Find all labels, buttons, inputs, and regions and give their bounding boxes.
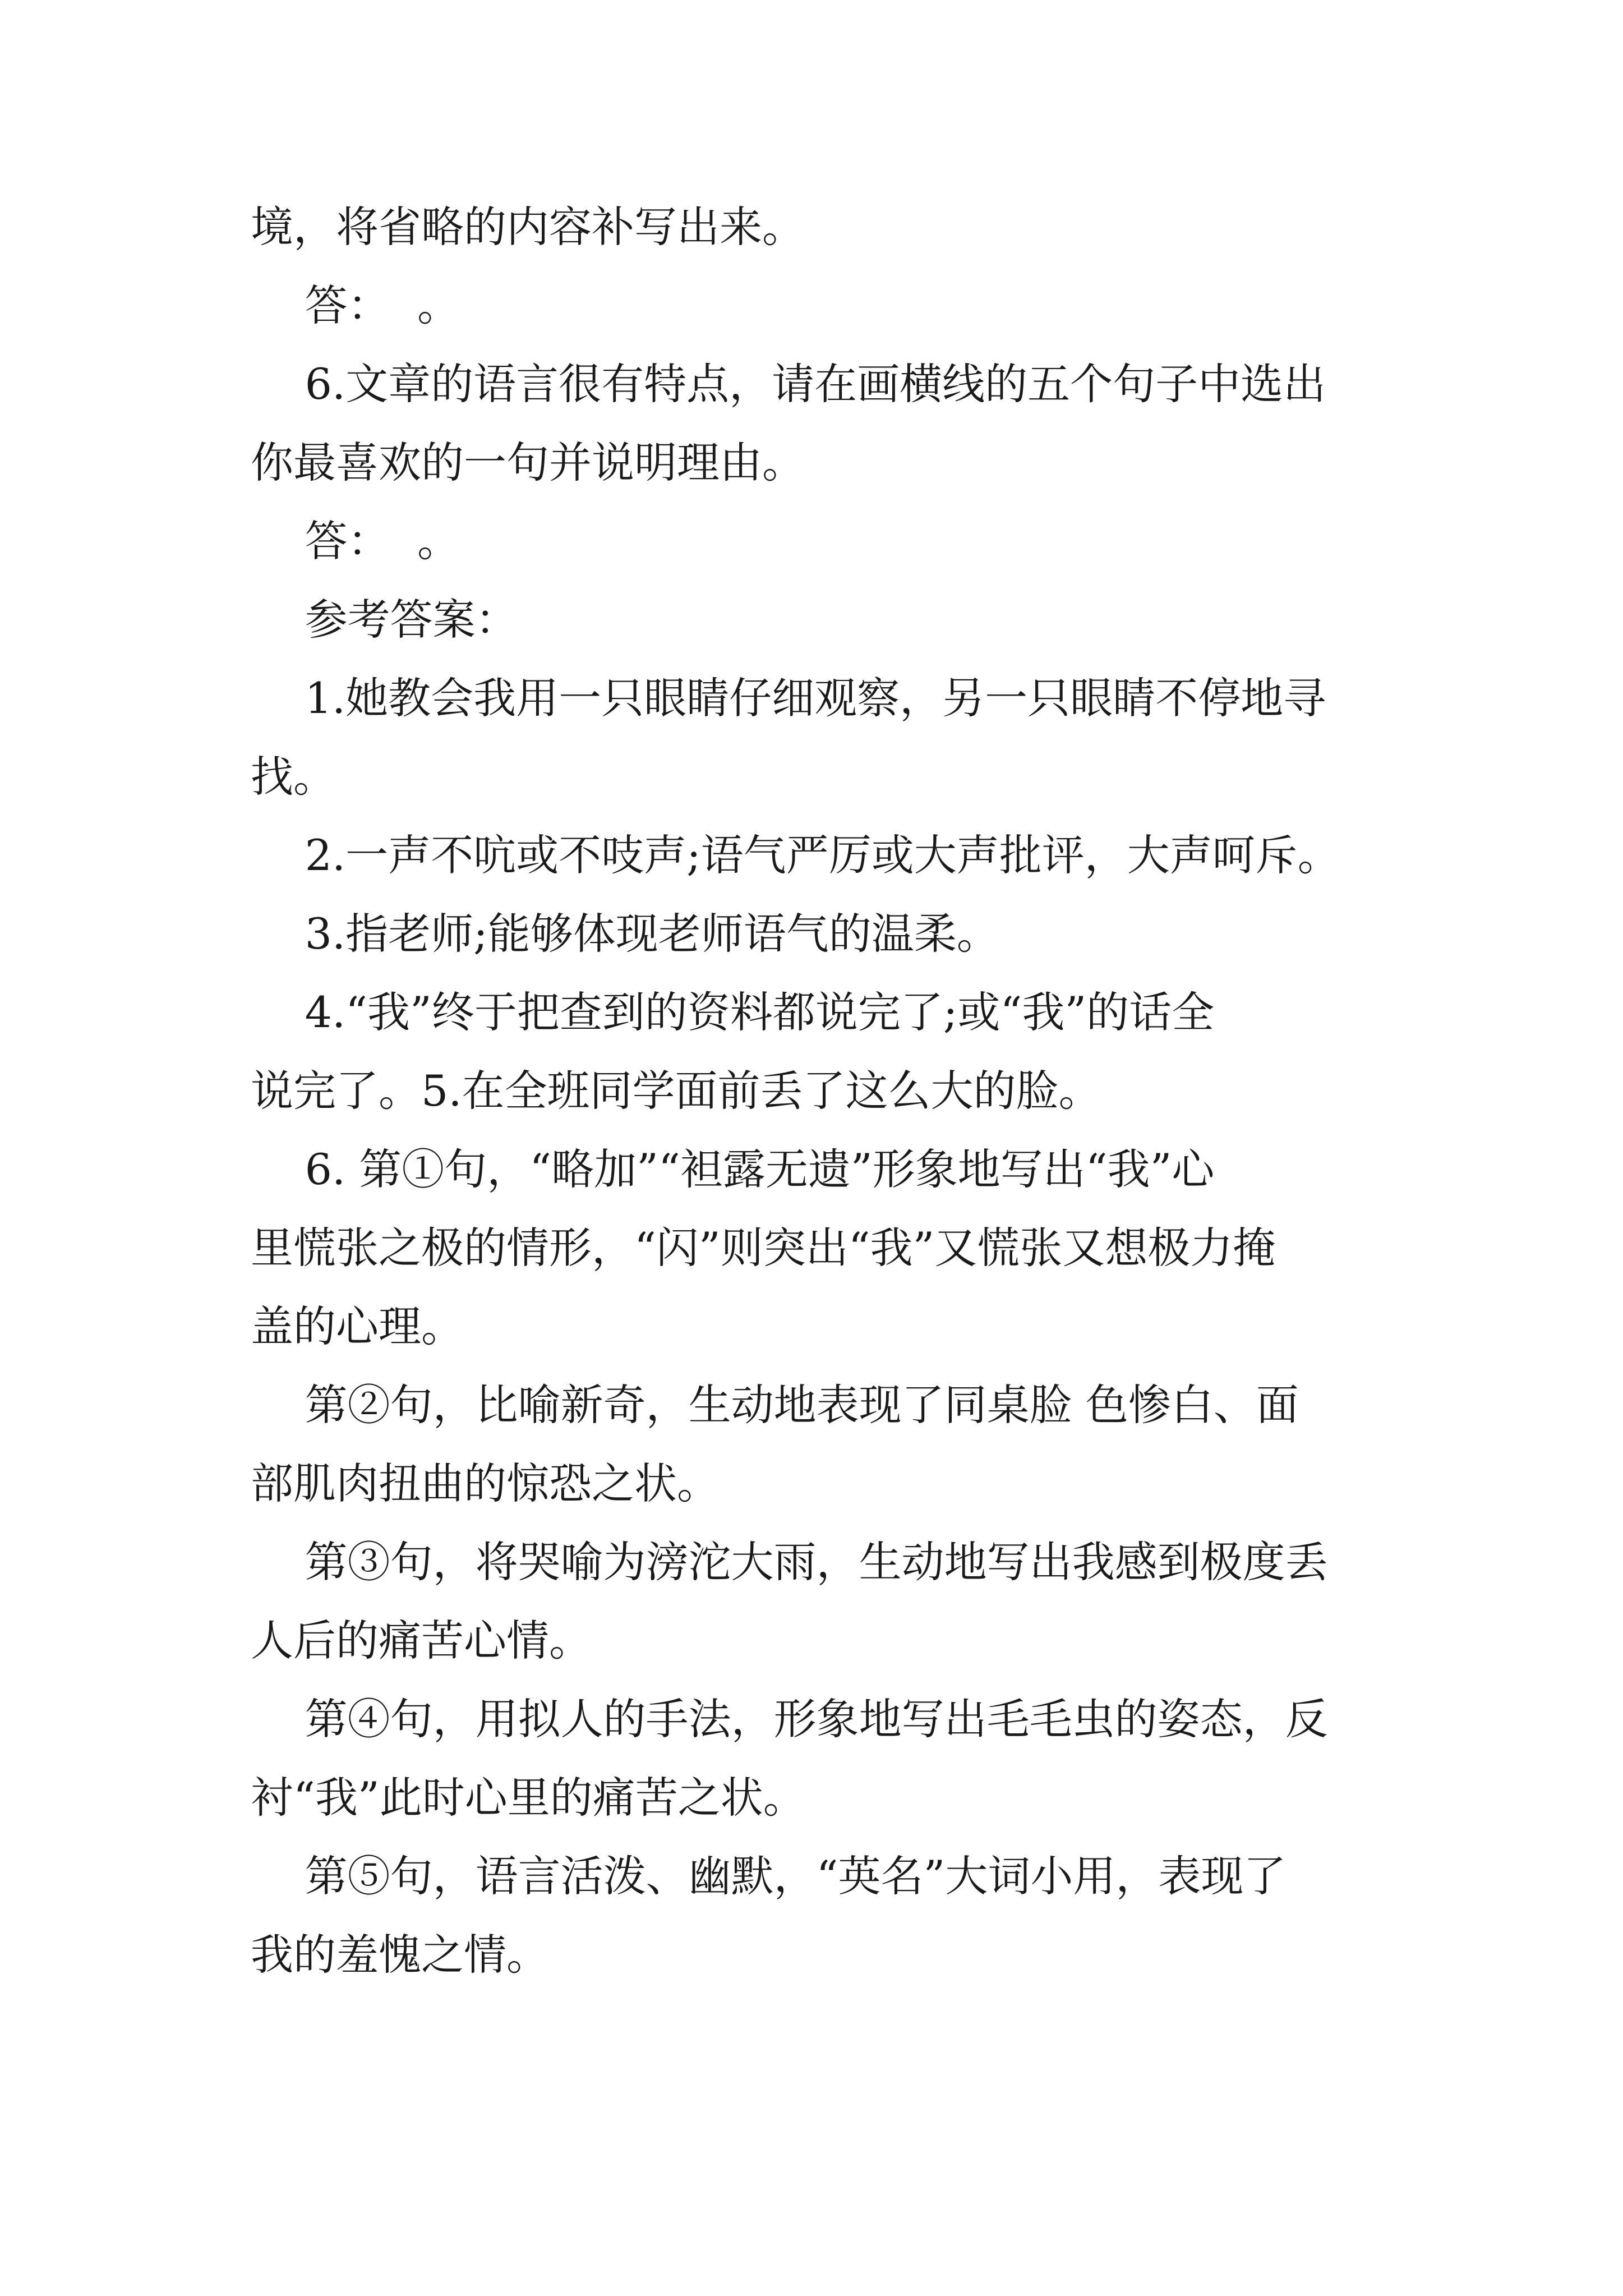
text-line: 境，将省略的内容补写出来。 <box>251 202 805 252</box>
text-line: 3.指老师;能够体现老师语气的温柔。 <box>251 909 999 959</box>
text-line: 盖的心理。 <box>251 1301 464 1351</box>
text-line: 第②句，比喻新奇，生动地表现了同桌脸 色惨白、面 <box>251 1380 1299 1430</box>
text-line: 第④句，用拟人的手法，形象地写出毛毛虫的姿态，反 <box>251 1694 1328 1744</box>
text-line: 6.文章的语言很有特点，请在画横线的五个句子中选出 <box>251 359 1326 409</box>
text-line: 2.一声不吭或不吱声;语气严厉或大声批评，大声呵斥。 <box>251 830 1340 880</box>
text-line: 人后的痛苦心情。 <box>251 1616 592 1665</box>
text-line: 第⑤句，语言活泼、幽默，“英名”大词小用，表现了 <box>251 1851 1287 1901</box>
text-line: 第③句，将哭喻为滂沱大雨，生动地写出我感到极度丢 <box>251 1537 1328 1587</box>
text-line: 我的羞愧之情。 <box>251 1930 549 1980</box>
text-line: 说完了。5.在全班同学面前丢了这么大的脸。 <box>251 1066 1101 1116</box>
text-line: 找。 <box>251 752 336 802</box>
text-line: 1.她教会我用一只眼睛仔细观察，另一只眼睛不停地寻 <box>251 673 1326 723</box>
text-line: 答： 。 <box>251 516 460 566</box>
text-line: 参考答案： <box>251 595 518 645</box>
text-line: 衬“我”此时心里的痛苦之状。 <box>251 1773 806 1823</box>
text-line: 你最喜欢的一句并说明理由。 <box>251 438 805 487</box>
text-line: 答： 。 <box>251 280 460 330</box>
text-line: 4.“我”终于把查到的资料都说完了;或“我”的话全 <box>251 987 1215 1037</box>
text-line: 部肌肉扭曲的惊恐之状。 <box>251 1458 720 1508</box>
text-line: 6. 第①句，“略加”“袒露无遗”形象地写出“我”心 <box>251 1144 1215 1194</box>
text-line: 里慌张之极的情形，“闪”则突出“我”又慌张又想极力掩 <box>251 1223 1276 1273</box>
body-text <box>251 188 1395 1994</box>
